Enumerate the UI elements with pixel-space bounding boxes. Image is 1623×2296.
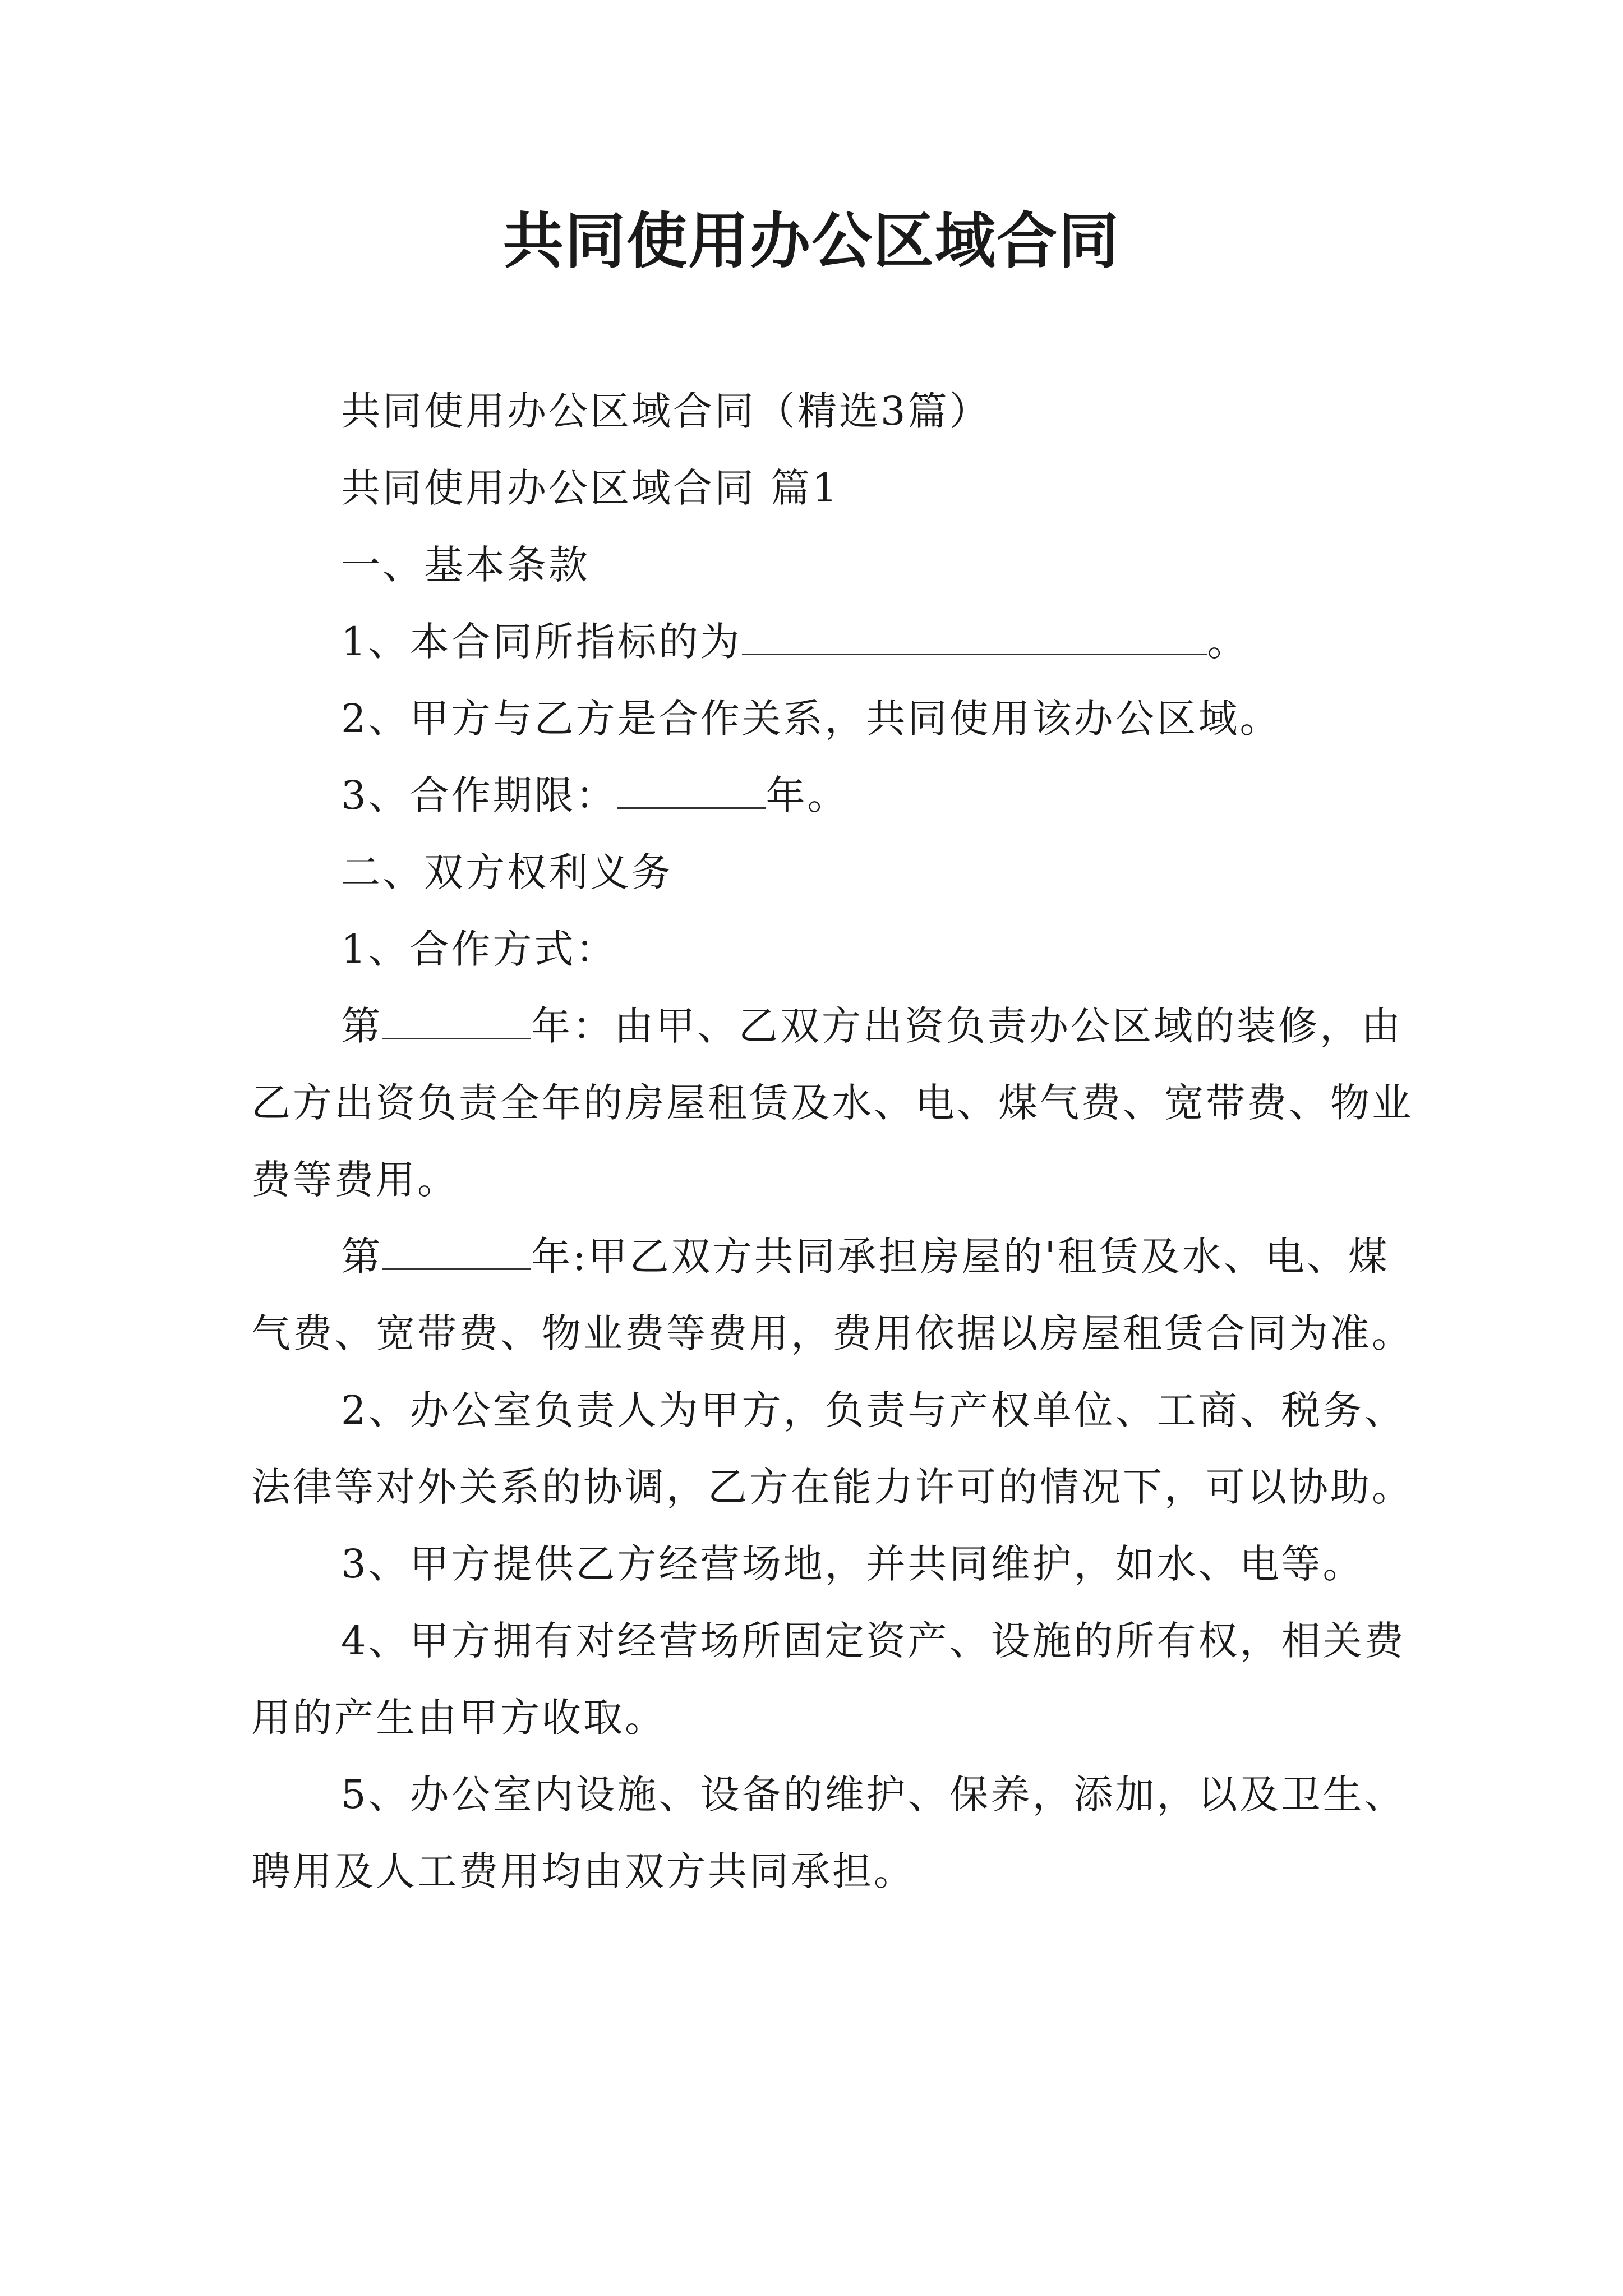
item-1-text: 1、本合同所指标的为 [341, 619, 742, 665]
item-1-end: 。 [1207, 619, 1249, 665]
year-2-text: 年:甲乙双方共同承担房屋的'租赁及水、电、煤气费、宽带费、物业费等费用，费用依据以房屋租赁合同为准。 [251, 1234, 1413, 1356]
document-body [251, 373, 1429, 1910]
term-blank [617, 772, 766, 809]
year-1-text: 年：由甲、乙双方出资负责办公区域的装修，由乙方出资负责全年的房屋租赁及水、电、煤气费、宽带费、物业费等费用。 [251, 1003, 1413, 1203]
section-1-item-3 [251, 757, 1429, 834]
year-1-prefix: 第 [341, 1003, 382, 1049]
section-2-item-2: 2、办公室负责人为甲方，负责与产权单位、工商、税务、法律等对外关系的协调，乙方在能力许可的情况下，可以协助。 [251, 1387, 1413, 1510]
section-2-item-3: 3、甲方提供乙方经营场地，并共同维护，如水、电等。 [341, 1541, 1364, 1587]
section-2-heading: 二、双方权利义务 [341, 849, 673, 895]
year-clause-1 [251, 988, 1429, 1218]
item-3-text: 3、合作期限： [341, 772, 617, 818]
section-2-item-4: 4、甲方拥有对经营场所固定资产、设施的所有权，相关费用的产生由甲方收取。 [251, 1618, 1406, 1741]
subject-blank [742, 619, 1207, 655]
section-2-item-1: 1、合作方式： [341, 926, 617, 972]
year-1-blank [382, 1003, 531, 1039]
year-clause-2 [251, 1218, 1429, 1372]
section-2-item-5: 5、办公室内设施、设备的维护、保养，添加，以及卫生、聘用及人工费用均由双方共同承担。 [251, 1772, 1406, 1894]
year-2-prefix: 第 [341, 1234, 382, 1280]
document-subtitle: 共同使用办公区域合同（精选3篇） [341, 388, 991, 434]
section-1-item-2: 2、甲方与乙方是合作关系，共同使用该办公区域。 [341, 696, 1281, 742]
section-1-item-1 [251, 604, 1429, 680]
document-title: 共同使用办公区域合同 [502, 206, 1120, 277]
part-heading: 共同使用办公区域合同 篇1 [341, 465, 840, 511]
section-1-heading: 一、基本条款 [341, 542, 590, 588]
year-2-blank [382, 1234, 531, 1270]
item-3-end: 年。 [766, 772, 849, 818]
